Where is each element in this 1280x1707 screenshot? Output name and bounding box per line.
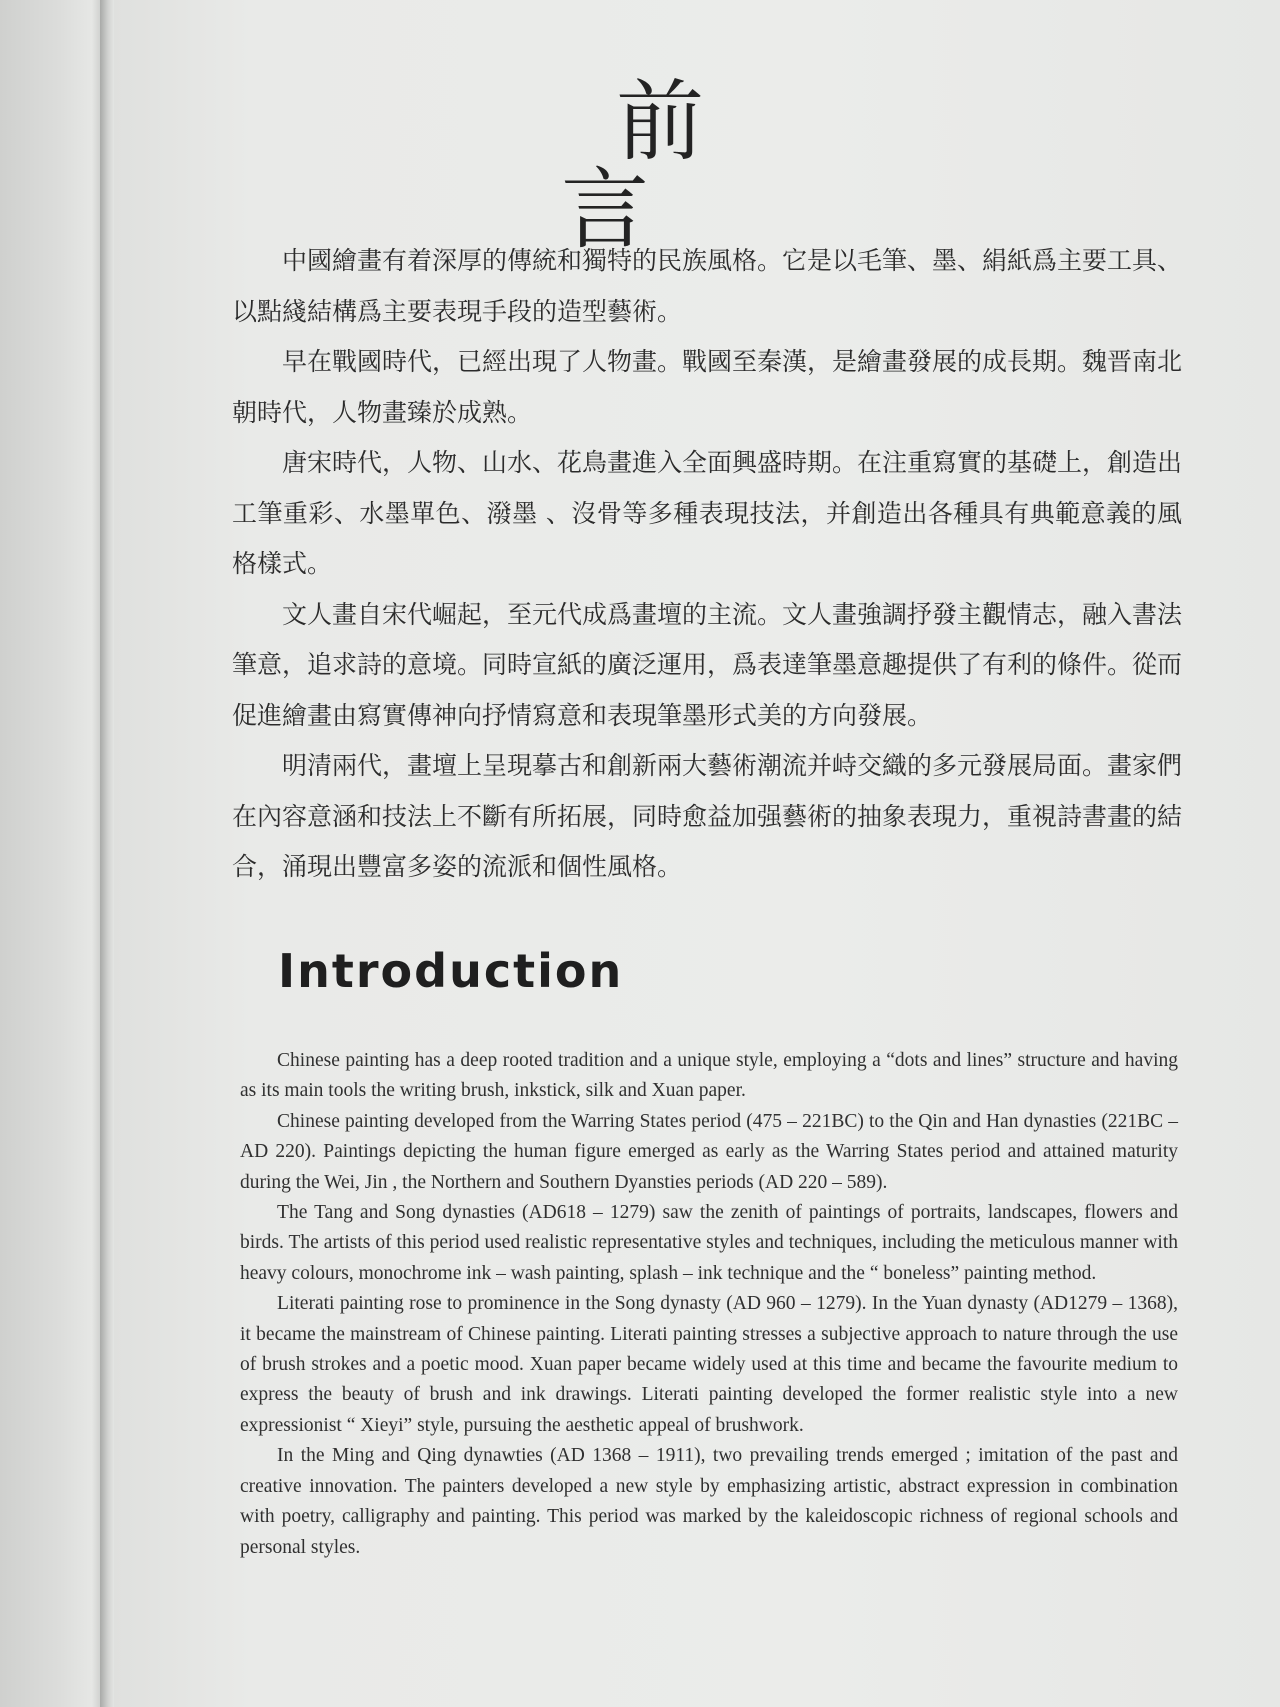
- chinese-paragraph: 唐宋時代，人物、山水、花鳥畫進入全面興盛時期。在注重寫實的基礎上，創造出工筆重彩、水墨單色、潑墨 、沒骨等多種表現技法，并創造出各種具有典範意義的風格樣式。: [232, 448, 1183, 578]
- chinese-body: [232, 236, 1182, 893]
- chinese-paragraph: 早在戰國時代，已經出現了人物畫。戰國至秦漢，是繪畫發展的成長期。魏晋南北朝時代，人物畫臻於成熟。: [232, 347, 1183, 427]
- english-body: [240, 1046, 1178, 1563]
- english-title: Introduction: [278, 944, 624, 998]
- english-paragraph: Literati painting rose to prominence in the Song dynasty (AD 960 – 1279). In the Yuan dynasty (AD1279 – 1368), it became the mainstream of Chinese painting. Literati painting stresses a subjective approach to nature through the use of brush strokes and a poetic mood. Xuan paper became widely used at this time and became the favourite medium to express the beauty of brush and ink drawings. Literati painting developed the former realistic style into a new expressionist “ Xieyi” style, pursuing the aesthetic appeal of brushwork.: [240, 1293, 1178, 1436]
- english-paragraph: In the Ming and Qing dynawties (AD 1368 – 1911), two prevailing trends emerged ; imitation of the past and creative innovation. The painters developed a new style by emphasizing artistic, abstract expression in combination with poetry, calligraphy and painting. This period was marked by the kaleidoscopic richness of regional schools and personal styles.: [240, 1445, 1178, 1558]
- facing-page-edge: [0, 0, 108, 1707]
- english-paragraph: Chinese painting developed from the Warring States period (475 – 221BC) to the Qin and Han dynasties (221BC – AD 220). Paintings depicting the human figure emerged as early as the Warring States period and attained maturity during the Wei, Jin , the Northern and Southern Dyansties periods (AD 220 – 589).: [240, 1110, 1178, 1193]
- english-paragraph: Chinese painting has a deep rooted tradition and a unique style, employing a “dots and lines” structure and having as its main tools the writing brush, inkstick, silk and Xuan paper.: [240, 1050, 1178, 1102]
- chinese-paragraph: 中國繪畫有着深厚的傳統和獨特的民族風格。它是以毛筆、墨、絹紙爲主要工具、以點綫結構爲主要表現手段的造型藝術。: [232, 246, 1183, 326]
- chinese-paragraph: 文人畫自宋代崛起，至元代成爲畫壇的主流。文人畫強調抒發主觀情志，融入書法筆意，追求詩的意境。同時宣紙的廣泛運用，爲表達筆墨意趣提供了有利的條件。從而促進繪畫由寫實傳神向抒情寫意和表現筆墨形式美的方向發展。: [232, 599, 1183, 730]
- english-paragraph: The Tang and Song dynasties (AD618 – 1279) saw the zenith of paintings of portraits, landscapes, flowers and birds. The artists of this period used realistic representative styles and techniques, including the meticulous manner with heavy colours, monochrome ink – wash painting, splash – ink technique and the “ boneless” painting method.: [240, 1202, 1178, 1284]
- chinese-title: 前言: [560, 70, 814, 261]
- chinese-paragraph: 明清兩代，畫壇上呈現摹古和創新兩大藝術潮流并峙交織的多元發展局面。畫家們在內容意涵和技法上不斷有所拓展，同時愈益加强藝術的抽象表現力，重視詩書畫的結合，涌現出豐富多姿的流派和個性風格。: [232, 751, 1183, 881]
- book-gutter: [100, 0, 114, 1707]
